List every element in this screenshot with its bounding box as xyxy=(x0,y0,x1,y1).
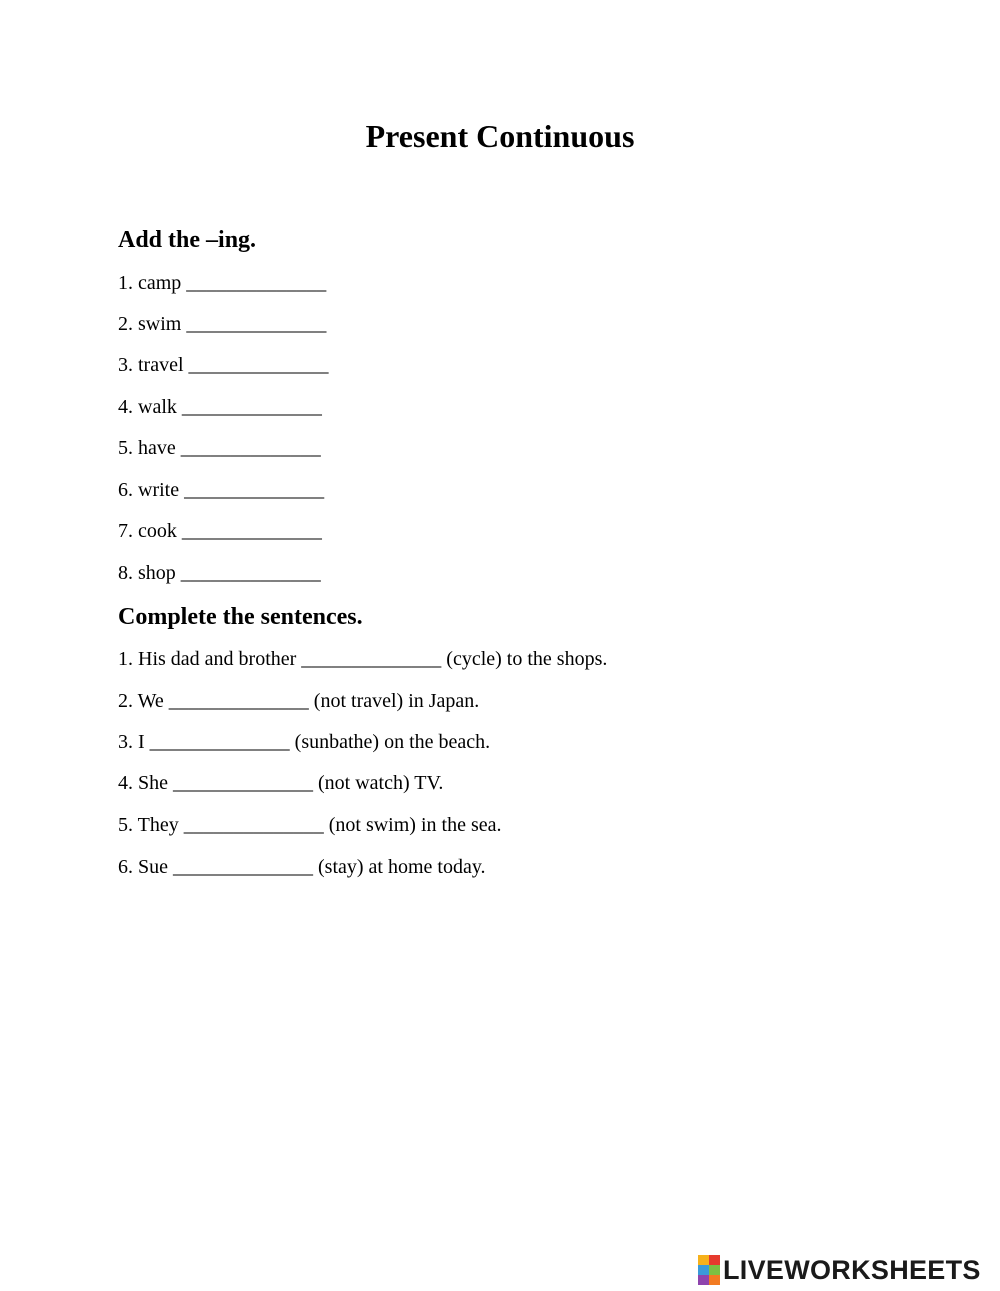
list-item: 6. write ______________ xyxy=(118,479,325,501)
list-item: 2. swim ______________ xyxy=(118,313,327,335)
section-heading-complete-sentences: Complete the sentences. xyxy=(118,604,363,630)
sentence-item: 5. They ______________ (not swim) in the sea. xyxy=(118,814,502,836)
list-item: 5. have ______________ xyxy=(118,437,321,459)
sentence-item: 6. Sue ______________ (stay) at home today. xyxy=(118,856,486,878)
sentence-item: 2. We ______________ (not travel) in Japan. xyxy=(118,690,480,712)
list-item: 3. travel ______________ xyxy=(118,354,329,376)
liveworksheets-logo-icon xyxy=(698,1255,720,1285)
liveworksheets-logo[interactable] xyxy=(698,1254,981,1286)
logo-text: LIVEWORKSHEETS xyxy=(723,1254,981,1285)
sentence-item: 4. She ______________ (not watch) TV. xyxy=(118,772,444,794)
sentence-item: 1. His dad and brother ______________ (cycle) to the shops. xyxy=(118,648,608,670)
list-item: 4. walk ______________ xyxy=(118,396,322,418)
sentence-item: 3. I ______________ (sunbathe) on the beach. xyxy=(118,731,491,753)
section-heading-add-ing: Add the –ing. xyxy=(118,227,257,253)
list-item: 7. cook ______________ xyxy=(118,520,322,542)
page-title: Present Continuous xyxy=(365,118,635,154)
list-item: 1. camp ______________ xyxy=(118,272,327,294)
list-item: 8. shop ______________ xyxy=(118,562,321,584)
